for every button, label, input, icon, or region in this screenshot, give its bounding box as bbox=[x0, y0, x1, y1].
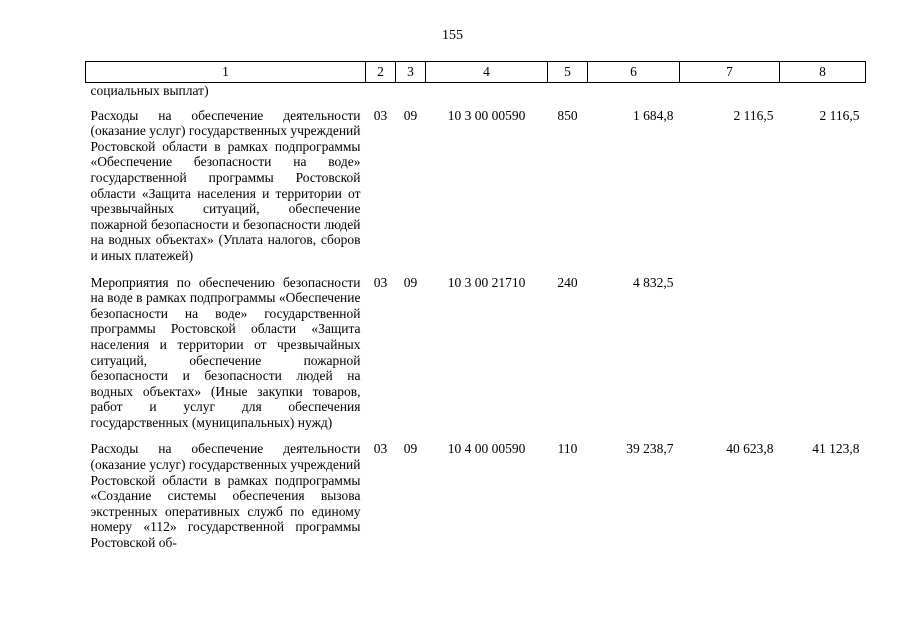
table-row bbox=[86, 268, 866, 435]
header-col-1: 1 bbox=[86, 62, 366, 83]
row-expense-type: 110 bbox=[557, 441, 578, 457]
header-col-3: 3 bbox=[396, 62, 426, 83]
table-row bbox=[86, 101, 866, 268]
row-amount-year-1: 39 238,7 bbox=[626, 441, 674, 457]
row-subsection-code: 09 bbox=[403, 107, 418, 123]
page-number: 155 bbox=[442, 28, 463, 43]
row-amount-year-2: 2 116,5 bbox=[733, 107, 774, 123]
row-subsection-code: 09 bbox=[403, 441, 418, 457]
row-amount-year-3: 41 123,8 bbox=[812, 441, 860, 457]
row-description: Расходы на обеспечение деятельности (оказание услуг) государственных учреждений Ростовской области в рамках подпрограммы «Обеспечение безопасности на воде» государственной программы Ростовской области «Защита населения и территории от чрезвычайных ситуаций, обеспечение пожарной безопасности и безопасности людей на водных объектах» (Уплата налогов, сборов и иных платежей) bbox=[90, 107, 361, 263]
row-target-article: 10 3 00 00590 bbox=[447, 107, 526, 123]
row-description: Мероприятия по обеспечению безопасности на воде в рамках подпрограммы «Обеспечение безопасности на воде» государственной программы Ростовской области «Защита населения и территории от чрезвычайных ситуаций, обеспечение пожарной безопасности и безопасности людей на водных объектах» (Иные закупки товаров, работ и услуг для обеспечения государственных (муниципальных) нужд) bbox=[90, 274, 361, 430]
row-expense-type: 850 bbox=[557, 107, 578, 123]
header-col-5: 5 bbox=[548, 62, 588, 83]
budget-table bbox=[85, 61, 866, 555]
row-target-article: 10 4 00 00590 bbox=[447, 441, 526, 457]
row-amount-year-3 bbox=[780, 268, 866, 435]
row-amount-year-2 bbox=[680, 268, 780, 435]
continuation-text: социальных выплат) bbox=[90, 83, 209, 98]
row-amount-year-1: 1 684,8 bbox=[633, 107, 674, 123]
continuation-row bbox=[86, 83, 866, 101]
header-col-7: 7 bbox=[680, 62, 780, 83]
row-subsection-code: 09 bbox=[403, 274, 418, 290]
row-section-code: 03 bbox=[373, 107, 388, 123]
header-col-2: 2 bbox=[366, 62, 396, 83]
row-target-article: 10 3 00 21710 bbox=[447, 274, 526, 290]
row-amount-year-1: 4 832,5 bbox=[633, 274, 674, 290]
row-section-code: 03 bbox=[373, 441, 388, 457]
header-col-4: 4 bbox=[426, 62, 548, 83]
header-col-8: 8 bbox=[780, 62, 866, 83]
table-row bbox=[86, 434, 866, 554]
row-section-code: 03 bbox=[373, 274, 388, 290]
row-amount-year-3: 2 116,5 bbox=[819, 107, 860, 123]
header-col-6: 6 bbox=[588, 62, 680, 83]
row-description: Расходы на обеспечение деятельности (оказание услуг) государственных учреждений Ростовской области в рамках подпрограммы «Создание системы обеспечения вызова экстренных оперативных служб по единому номеру «112» государственной программы Ростовской об- bbox=[90, 441, 361, 551]
table-header-row bbox=[86, 62, 866, 83]
row-expense-type: 240 bbox=[557, 274, 578, 290]
row-amount-year-2: 40 623,8 bbox=[726, 441, 774, 457]
